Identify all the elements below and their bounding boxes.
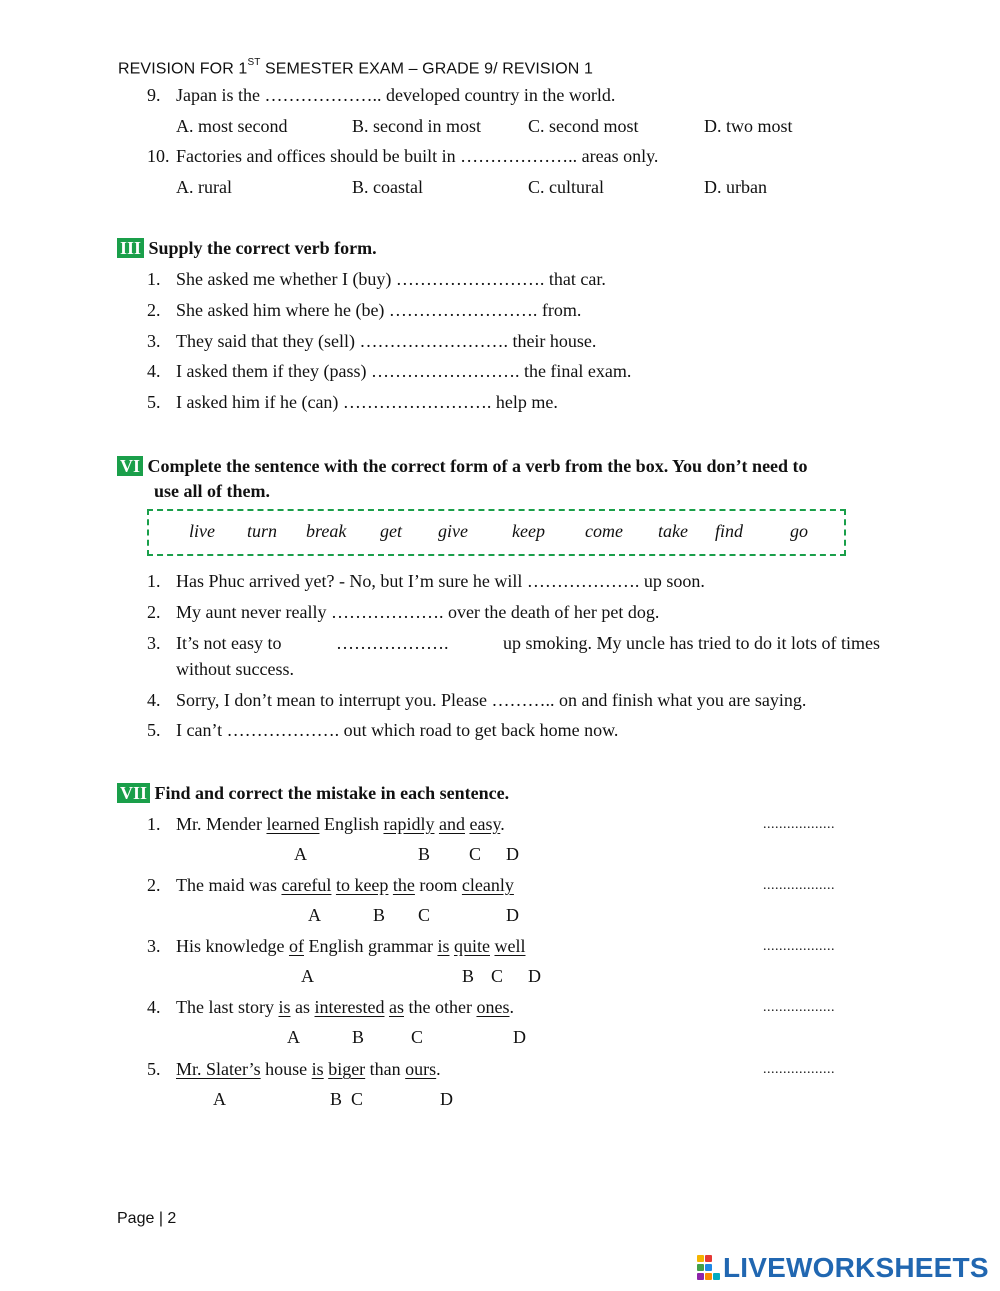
option-letter: D bbox=[528, 966, 541, 986]
q10-option-d: D. urban bbox=[704, 177, 767, 197]
section-vi-heading bbox=[117, 455, 808, 477]
section-iii-heading bbox=[117, 237, 377, 259]
list-item: 2. She asked him where he (be) ……………………. from. bbox=[147, 300, 582, 320]
option-letter: C bbox=[411, 1027, 424, 1047]
q9-option-a: A. most second bbox=[176, 116, 288, 136]
list-item: 5. I can’t ………………. out which road to get back home now. bbox=[147, 720, 619, 740]
option-letter: B bbox=[418, 844, 431, 864]
option-letter: C bbox=[469, 844, 482, 864]
section-vii-heading bbox=[117, 782, 509, 804]
answer-blank[interactable]: .................. bbox=[763, 1062, 835, 1077]
option-letter: D bbox=[513, 1027, 526, 1047]
option-letter: D bbox=[506, 844, 519, 864]
word-box-item: find bbox=[715, 521, 744, 541]
option-letter: A bbox=[294, 844, 307, 864]
mistake-sentence: 2. The maid was careful to keep the room cleanly bbox=[147, 875, 514, 895]
section-title-line2: use all of them. bbox=[154, 481, 270, 501]
option-letter: C bbox=[491, 966, 504, 986]
list-item: 1. She asked me whether I (buy) ……………………. that car. bbox=[147, 269, 606, 289]
word-box-item: get bbox=[380, 521, 402, 541]
option-letter: B bbox=[330, 1089, 343, 1109]
mistake-sentence: 4. The last story is as interested as the other ones. bbox=[147, 997, 514, 1017]
section-title-line1: Complete the sentence with the correct form of a verb from the box. You don’t need to bbox=[147, 456, 808, 476]
list-item: 5. I asked him if he (can) ……………………. help me. bbox=[147, 392, 558, 412]
q9-option-d: D. two most bbox=[704, 116, 793, 136]
liveworksheets-logo[interactable] bbox=[697, 1253, 989, 1283]
option-letter: C bbox=[351, 1089, 364, 1109]
option-letter: D bbox=[506, 905, 519, 925]
logo-text: LIVEWORKSHEETS bbox=[723, 1252, 989, 1283]
section-title: Supply the correct verb form. bbox=[148, 238, 377, 258]
page-number: Page | 2 bbox=[117, 1210, 177, 1227]
mistake-sentence: 1. Mr. Mender learned English rapidly and easy. bbox=[147, 814, 505, 834]
option-letter: A bbox=[308, 905, 321, 925]
option-letter: B bbox=[373, 905, 386, 925]
word-box-item: give bbox=[438, 521, 468, 541]
question-9: 9. Japan is the ……………….. developed country in the world. bbox=[147, 85, 616, 105]
option-letter: A bbox=[287, 1027, 300, 1047]
page-header: REVISION FOR 1ST SEMESTER EXAM – GRADE 9/ REVISION 1 bbox=[118, 57, 593, 78]
section-badge: VI bbox=[117, 456, 143, 476]
word-box-item: break bbox=[306, 521, 347, 541]
q10-option-b: B. coastal bbox=[352, 177, 423, 197]
q10-option-c: C. cultural bbox=[528, 177, 604, 197]
option-letter: A bbox=[301, 966, 314, 986]
list-item: 3. They said that they (sell) ……………………. their house. bbox=[147, 331, 597, 351]
word-box-item: take bbox=[658, 521, 688, 541]
section-badge: VII bbox=[117, 783, 150, 803]
answer-blank[interactable]: .................. bbox=[763, 878, 835, 893]
option-letter: D bbox=[440, 1089, 453, 1109]
mistake-sentence: 3. His knowledge of English grammar is quite well bbox=[147, 936, 526, 956]
word-box-item: go bbox=[790, 521, 808, 541]
list-item-continuation: without success. bbox=[176, 659, 294, 679]
q10-option-a: A. rural bbox=[176, 177, 232, 197]
list-item: 2. My aunt never really ………………. over the death of her pet dog. bbox=[147, 602, 660, 622]
option-letter: C bbox=[418, 905, 431, 925]
answer-blank[interactable]: .................. bbox=[763, 817, 835, 832]
list-item: 1. Has Phuc arrived yet? - No, but I’m sure he will ………………. up soon. bbox=[147, 571, 705, 591]
answer-blank[interactable]: .................. bbox=[763, 1000, 835, 1015]
answer-blank[interactable]: .................. bbox=[763, 939, 835, 954]
q9-option-b: B. second in most bbox=[352, 116, 481, 136]
list-item: 4. I asked them if they (pass) ……………………. the final exam. bbox=[147, 361, 632, 381]
option-letter: B bbox=[462, 966, 475, 986]
option-letter: B bbox=[352, 1027, 365, 1047]
question-10: 10. Factories and offices should be built in ……………….. areas only. bbox=[147, 146, 659, 166]
logo-blocks-icon bbox=[697, 1255, 721, 1281]
q9-option-c: C. second most bbox=[528, 116, 639, 136]
word-box-item: turn bbox=[247, 521, 278, 541]
list-item-justified: It’s not easy to ………………. up smoking. My uncle has tried to do it lots of times bbox=[176, 633, 880, 653]
section-title: Find and correct the mistake in each sentence. bbox=[154, 783, 510, 803]
word-box-item: keep bbox=[512, 521, 545, 541]
word-box-item: live bbox=[189, 521, 215, 541]
list-item: 4. Sorry, I don’t mean to interrupt you. Please ……….. on and finish what you are saying. bbox=[147, 690, 807, 710]
word-box-item: come bbox=[585, 521, 623, 541]
mistake-sentence: 5. Mr. Slater’s house is biger than ours. bbox=[147, 1059, 441, 1079]
section-badge: III bbox=[117, 238, 144, 258]
option-letter: A bbox=[213, 1089, 226, 1109]
list-item: 3. bbox=[147, 633, 161, 653]
